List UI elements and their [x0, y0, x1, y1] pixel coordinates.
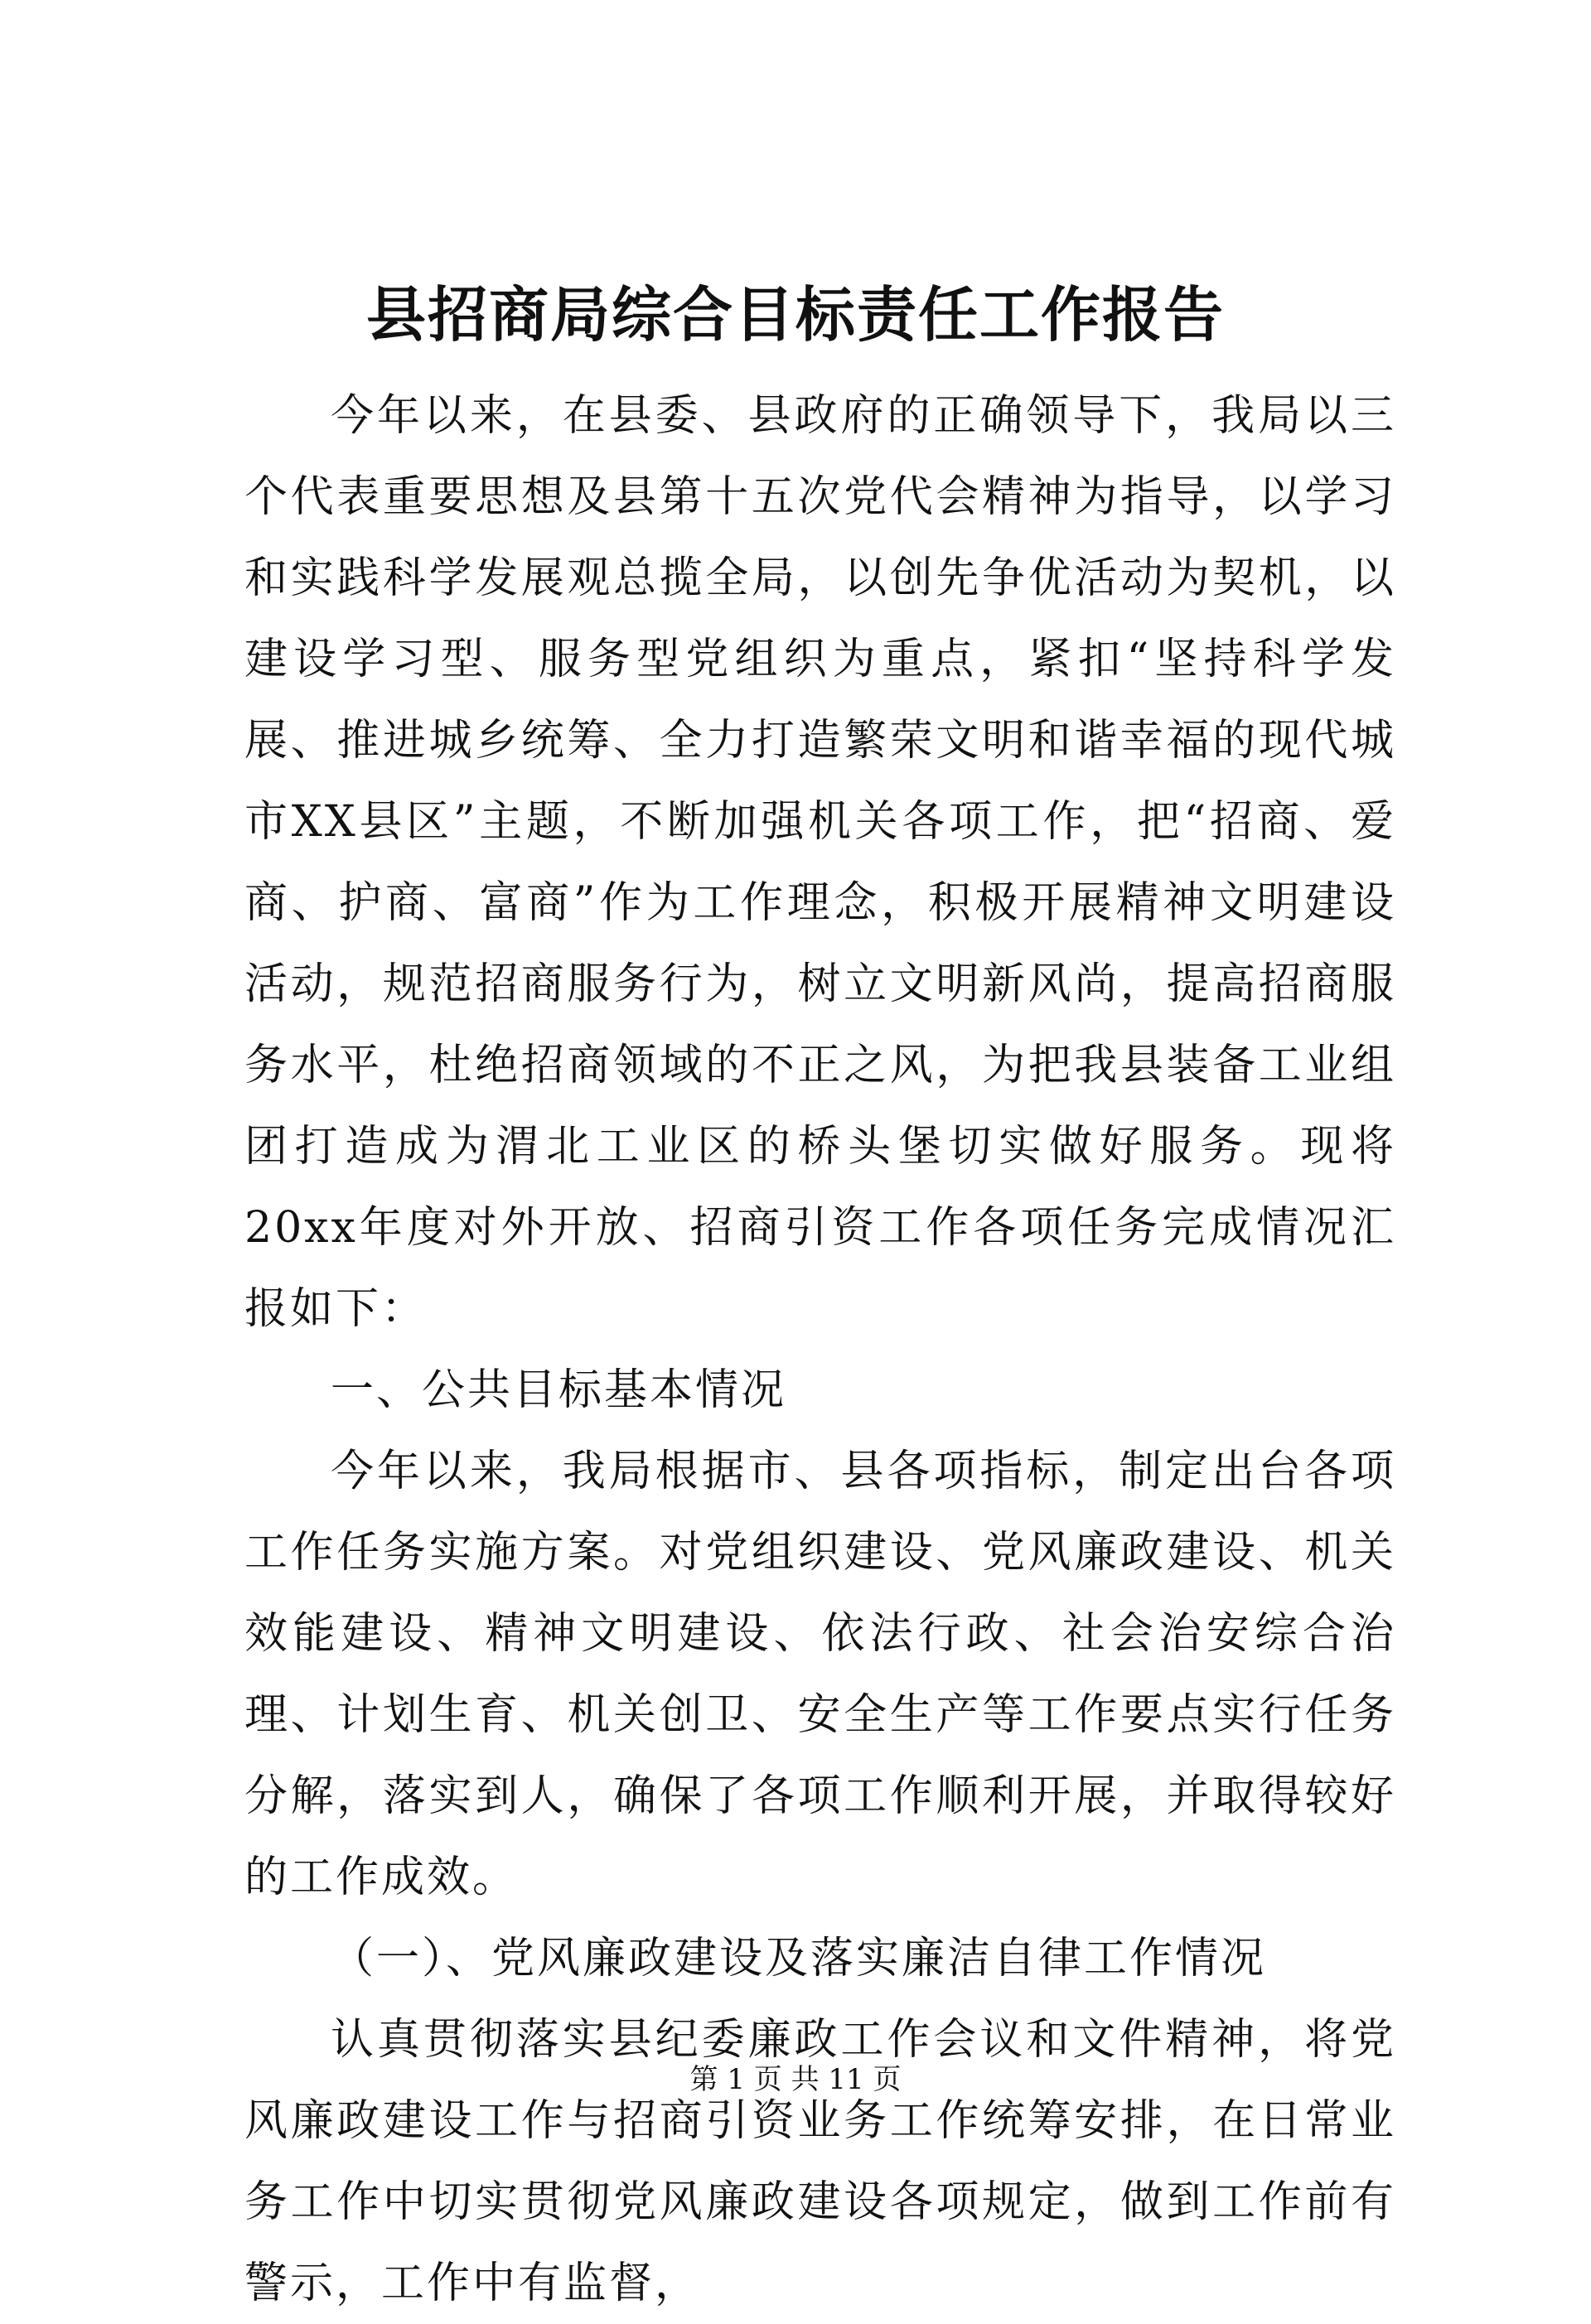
subsection-heading-integrity: （一）、党风廉政建设及落实廉洁自律工作情况	[331, 1934, 1267, 1983]
paragraph-integrity: 认真贯彻落实县纪委廉政工作会议和文件精神，将党风廉政建设工作与招商引资业务工作统筹安排，在日常业务工作中切实贯彻党风廉政建设各项规定，做到工作前有警示，工作中有监督，	[244, 2015, 1396, 2308]
paragraph-intro: 今年以来，在县委、县政府的正确领导下，我局以三个代表重要思想及县第十五次党代会精神为指导，以学习和实践科学发展观总揽全局，以创先争优活动为契机，以建设学习型、服务型党组织为重点，紧扣“坚持科学发展、推进城乡统筹、全力打造繁荣文明和谐幸福的现代城市XX县区”主题，不断加强机关各项工作，把“招商、爱商、护商、富商”作为工作理念，积极开展精神文明建设活动，规范招商服务行为，树立文明新风尚，提高招商服务水平，杜绝招商领域的不正之风，为把我县装备工业组团打造成为渭北工业区的桥头堡切实做好服务。现将20xx年度对外开放、招商引资工作各项任务完成情况汇报如下：	[244, 391, 1396, 1334]
document-body	[244, 375, 1396, 2324]
section-heading-public-goals: 一、公共目标基本情况	[331, 1365, 787, 1415]
paragraph-public-goals: 今年以来，我局根据市、县各项指标，制定出台各项工作任务实施方案。对党组织建设、党风廉政建设、机关效能建设、精神文明建设、依法行政、社会治安综合治理、计划生育、机关创卫、安全生产等工作要点实行任务分解，落实到人，确保了各项工作顺利开展，并取得较好的工作成效。	[244, 1447, 1396, 1902]
page-footer: 第 1 页 共 11 页	[689, 2063, 902, 2096]
document-title: 县招商局综合目标责任工作报告	[365, 280, 1225, 350]
